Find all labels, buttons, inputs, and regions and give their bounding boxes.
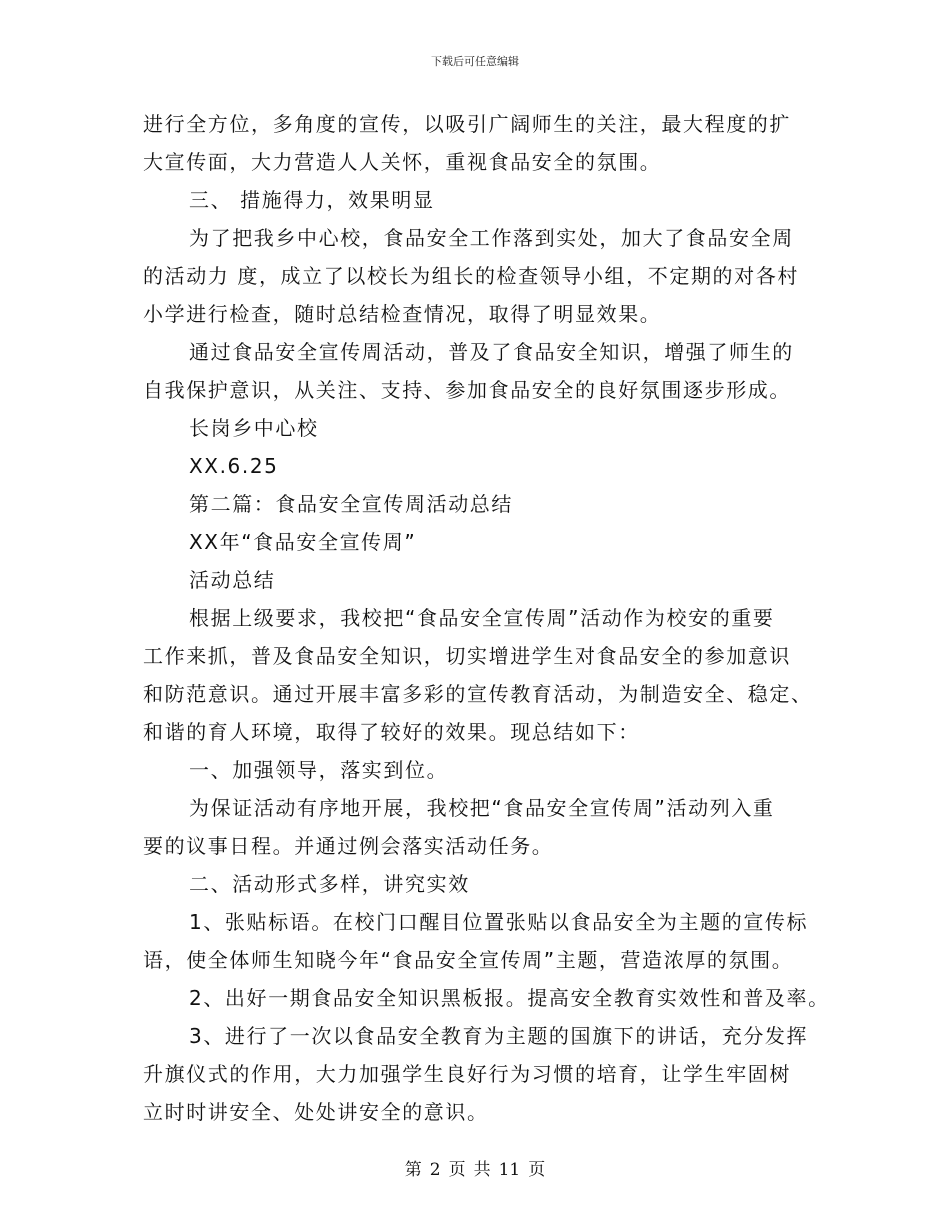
body-line: 小学进行检查，随时总结检查情况，取得了明显效果。 bbox=[143, 302, 662, 326]
section-title: 第二篇：食品安全宣传周活动总结 bbox=[189, 492, 513, 516]
footer-page-unit: 页 bbox=[448, 1160, 466, 1180]
body-line: 通过食品安全宣传周活动，普及了食品安全知识，增强了师生的 bbox=[189, 340, 794, 364]
subtitle-line: 活动总结 bbox=[189, 568, 276, 592]
body-line: 自我保护意识，从关注、支持、参加食品安全的良好氛围逐步形成。 bbox=[143, 378, 791, 402]
body-line: 1、张贴标语。在校门口醒目位置张贴以食品安全为主题的宣传标 bbox=[189, 910, 809, 934]
subtitle-line: XX年“食品安全宣传周” bbox=[189, 530, 417, 554]
body-line: 根据上级要求，我校把“食品安全宣传周”活动作为校安的重要 bbox=[189, 606, 775, 630]
body-line: 和防范意识。通过开展丰富多彩的宣传教育活动，为制造安全、稳定、 bbox=[143, 682, 813, 706]
footer-page-label: 第 bbox=[404, 1160, 422, 1180]
body-line: 立时时讲安全、处处讲安全的意识。 bbox=[143, 1100, 489, 1124]
signature-date: XX.6.25 bbox=[189, 454, 279, 478]
body-line: 和谐的育人环境，取得了较好的效果。现总结如下： bbox=[143, 720, 640, 744]
body-line: 为保证活动有序地开展，我校把“食品安全宣传周”活动列入重 bbox=[189, 796, 775, 820]
page-footer bbox=[0, 1155, 950, 1180]
section-heading: 一、加强领导，落实到位。 bbox=[189, 758, 449, 782]
body-line: 大宣传面，大力营造人人关怀，重视食品安全的氛围。 bbox=[143, 150, 662, 174]
section-heading: 三、 措施得力，效果明显 bbox=[189, 188, 435, 212]
body-line: 的活动力 度，成立了以校长为组长的检查领导小组，不定期的对各村 bbox=[143, 264, 799, 288]
body-line: 3、进行了一次以食品安全教育为主题的国旗下的讲话，充分发挥 bbox=[189, 1024, 809, 1048]
footer-total-unit: 页 bbox=[528, 1160, 546, 1180]
body-line: 进行全方位，多角度的宣传，以吸引广阔师生的关注，最大程度的扩 bbox=[143, 112, 791, 136]
footer-total-pages: 11 bbox=[498, 1160, 521, 1180]
signature-org: 长岗乡中心校 bbox=[189, 416, 319, 440]
body-line: 为了把我乡中心校，食品安全工作落到实处，加大了食品安全周 bbox=[189, 226, 794, 250]
footer-current-page: 2 bbox=[429, 1160, 441, 1180]
header-note: 下载后可任意编辑 bbox=[431, 55, 519, 68]
body-line: 升旗仪式的作用，大力加强学生良好行为习惯的培育，让学生牢固树 bbox=[143, 1062, 791, 1086]
body-line: 工作来抓，普及食品安全知识，切实增进学生对食品安全的参加意识 bbox=[143, 644, 791, 668]
body-line: 2、出好一期食品安全知识黑板报。提高安全教育实效性和普及率。 bbox=[189, 986, 830, 1010]
section-heading: 二、活动形式多样，讲究实效 bbox=[189, 872, 470, 896]
footer-total-label: 共 bbox=[473, 1160, 491, 1180]
body-line: 要的议事日程。并通过例会落实活动任务。 bbox=[143, 834, 554, 858]
body-line: 语，使全体师生知晓今年“食品安全宣传周”主题，营造浓厚的氛围。 bbox=[143, 948, 794, 972]
